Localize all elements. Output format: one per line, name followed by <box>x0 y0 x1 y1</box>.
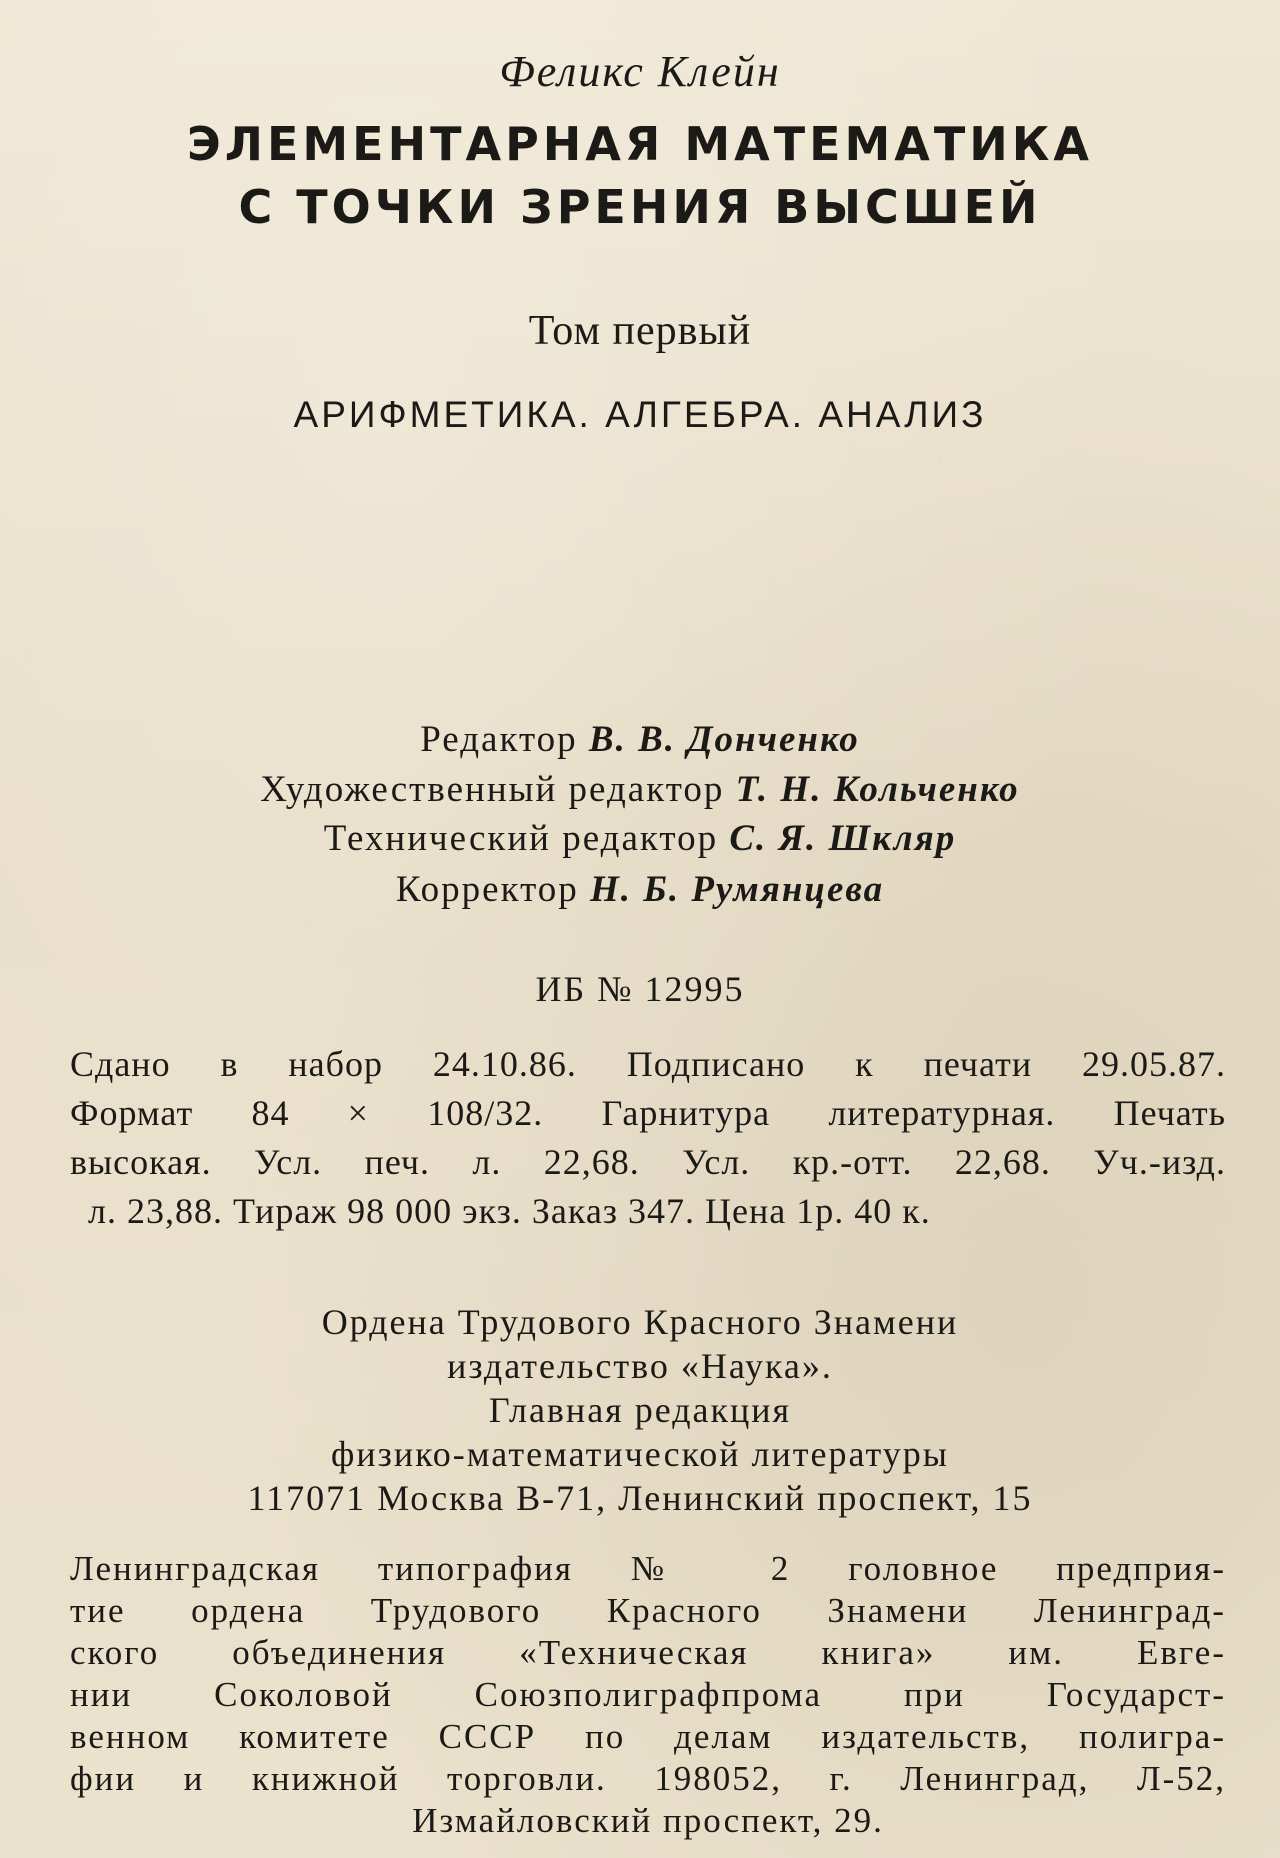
print-info <box>70 1040 1226 1236</box>
author-name: Феликс Клейн <box>499 47 781 96</box>
book-title-line-2: С ТОЧКИ ЗРЕНИЯ ВЫСШЕЙ <box>238 180 1042 234</box>
publisher-info <box>0 1300 1280 1520</box>
printing-house-info <box>70 1548 1226 1842</box>
publisher-line: физико-математической литературы <box>331 1434 949 1474</box>
credit-role: Редактор <box>420 719 578 760</box>
volume-subtitle: АРИФМЕТИКА. АЛГЕБРА. АНАЛИЗ <box>293 394 987 435</box>
credit-proofreader <box>0 868 1280 911</box>
printing-house-line: ского объединения «Техническая книга» им. Евге- <box>70 1633 1226 1672</box>
print-info-line: л. 23,88. Тираж 98 000 экз. Заказ 347. Цена 1р. 40 к. <box>88 1191 931 1231</box>
credit-role: Художественный редактор <box>260 769 725 810</box>
credit-editor <box>0 718 1280 761</box>
volume-label: Том первый <box>528 308 752 354</box>
print-info-line: Сдано в набор 24.10.86. Подписано к печати 29.05.87. <box>70 1044 1226 1084</box>
printing-house-line: венном комитете СССР по делам издательств, полигра- <box>70 1717 1226 1756</box>
book-title-line-1: ЭЛЕМЕНТАРНАЯ МАТЕМАТИКА <box>187 117 1093 171</box>
printing-house-line: фии и книжной торговли. 198052, г. Ленинград, Л-52, <box>70 1759 1226 1798</box>
credit-technical-editor <box>0 817 1280 860</box>
credit-person: В. В. Донченко <box>588 719 860 760</box>
publisher-line: Главная редакция <box>488 1390 792 1430</box>
printing-house-line: нии Соколовой Союзполиграфпрома при Государст- <box>70 1675 1226 1714</box>
credit-person: Т. Н. Кольченко <box>735 769 1020 810</box>
ib-number: ИБ № 12995 <box>535 969 745 1009</box>
printing-house-line: тие ордена Трудового Красного Знамени Ленинград- <box>70 1591 1226 1630</box>
print-info-line: высокая. Усл. печ. л. 22,68. Усл. кр.-отт. 22,68. Уч.-изд. <box>70 1142 1226 1182</box>
printing-house-line: Измайловский проспект, 29. <box>412 1801 884 1840</box>
credit-person: Н. Б. Румянцева <box>590 869 885 910</box>
credit-art-editor <box>0 768 1280 811</box>
credit-role: Технический редактор <box>323 818 719 859</box>
publisher-line: издательство «Наука». <box>447 1346 833 1386</box>
credit-role: Корректор <box>395 869 579 910</box>
print-info-line: Формат 84 × 108/32. Гарнитура литературная. Печать <box>70 1093 1226 1133</box>
printing-house-line: Ленинградская типография № 2 головное предприя- <box>70 1549 1226 1588</box>
publisher-line: Ордена Трудового Красного Знамени <box>321 1302 959 1342</box>
publisher-line: 117071 Москва В-71, Ленинский проспект, 15 <box>247 1478 1033 1518</box>
credit-person: С. Я. Шкляр <box>729 818 957 859</box>
